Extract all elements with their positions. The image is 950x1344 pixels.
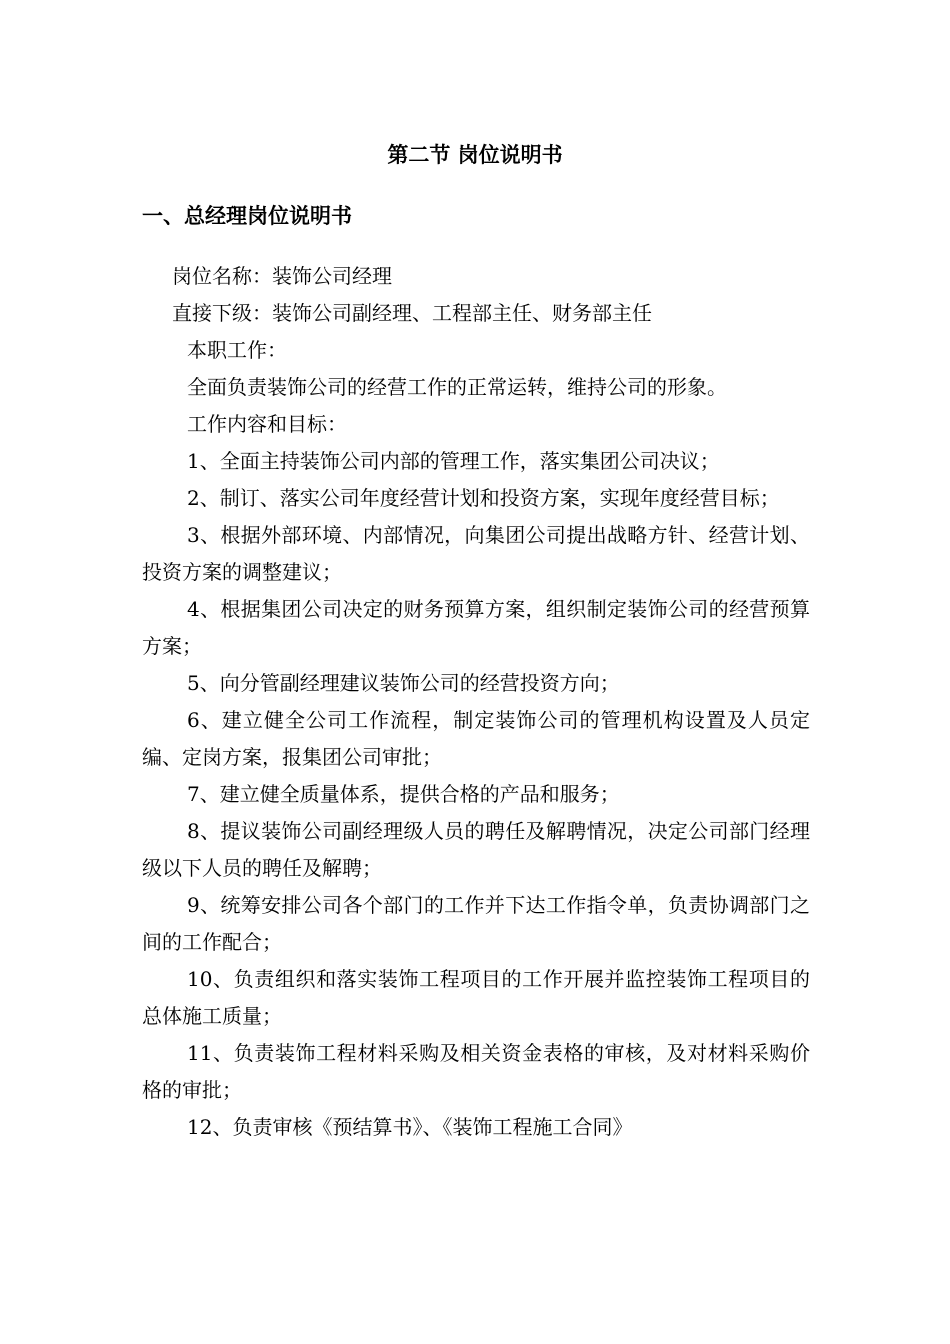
list-item: 7、建立健全质量体系，提供合格的产品和服务； (187, 782, 620, 806)
list-item: 4、根据集团公司决定的财务预算方案，组织制定装饰公司的经营预算方案； (142, 597, 810, 658)
position-name-field: 岗位名称：装饰公司经理 (172, 264, 392, 288)
list-item: 8、提议装饰公司副经理级人员的聘任及解聘情况，决定公司部门经理级以下人员的聘任及解聘； (142, 819, 810, 880)
list-item: 1、全面主持装饰公司内部的管理工作，落实集团公司决议； (187, 449, 720, 473)
list-item: 2、制订、落实公司年度经营计划和投资方案，实现年度经营目标； (187, 486, 780, 510)
direct-subordinates-field: 直接下级：装饰公司副经理、工程部主任、财务部主任 (172, 301, 652, 325)
main-duty-label: 本职工作： (187, 338, 287, 362)
section-title: 第二节 岗位说明书 (387, 143, 563, 167)
list-item: 6、建立健全公司工作流程，制定装饰公司的管理机构设置及人员定编、定岗方案，报集团公司审批； (142, 708, 810, 769)
sub-title: 一、总经理岗位说明书 (142, 204, 352, 228)
document-body (142, 258, 810, 1146)
list-item: 3、根据外部环境、内部情况，向集团公司提出战略方针、经营计划、投资方案的调整建议； (142, 523, 810, 584)
list-item: 11、负责装饰工程材料采购及相关资金表格的审核，及对材料采购价格的审批； (142, 1041, 810, 1102)
list-item: 5、向分管副经理建议装饰公司的经营投资方向； (187, 671, 620, 695)
list-item: 12、负责审核《预结算书》、《装饰工程施工合同》 (187, 1115, 633, 1139)
content-label: 工作内容和目标： (187, 412, 347, 436)
main-duty-text: 全面负责装饰公司的经营工作的正常运转，维持公司的形象。 (187, 375, 727, 399)
list-item: 10、负责组织和落实装饰工程项目的工作开展并监控装饰工程项目的总体施工质量； (142, 967, 810, 1028)
list-item: 9、统筹安排公司各个部门的工作并下达工作指令单，负责协调部门之间的工作配合； (142, 893, 810, 954)
